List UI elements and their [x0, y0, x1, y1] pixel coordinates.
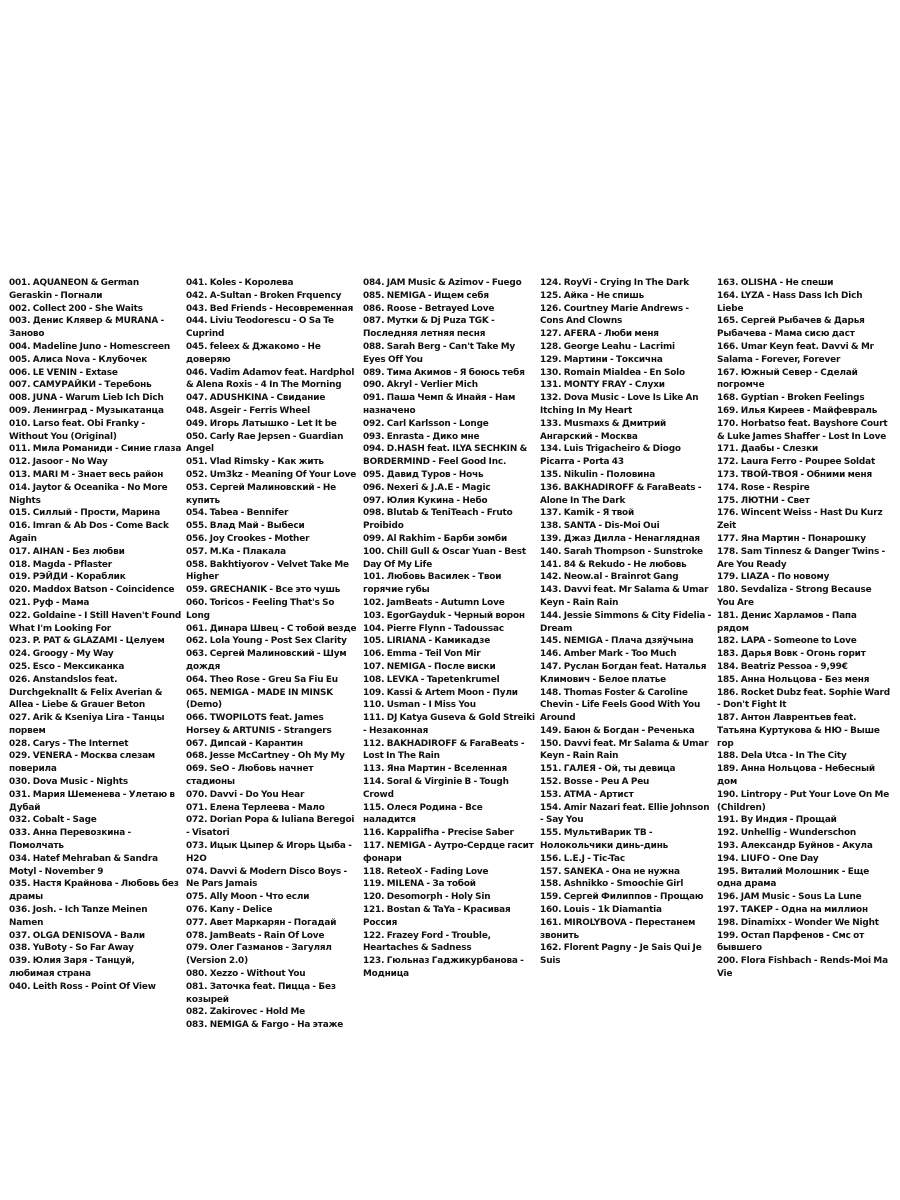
track-item: 062. Lola Young - Post Sex Clarity [186, 636, 347, 647]
track-item: 070. Davvi - Do You Hear [186, 789, 305, 800]
track-item: 161. MIROLYBOVA - Перестанем звонить [540, 917, 696, 941]
track-item: 042. A-Sultan - Broken Frquency [186, 290, 342, 301]
track-item: 126. Courtney Marie Andrews - Cons And Clowns [540, 303, 689, 327]
track-item: 139. Джаз Дилла - Ненаглядная [540, 533, 700, 544]
track-item: 045. feleex & Джакомо - Не доверяю [186, 341, 321, 365]
track-item: 020. Maddox Batson - Coincidence [9, 585, 175, 596]
track-item: 149. Баюн & Богдан - Реченька [540, 725, 695, 736]
tracklist-column-3 [363, 277, 536, 1032]
track-item: 095. Давид Туров - Ночь [363, 469, 484, 480]
track-item: 135. Nikulin - Половина [540, 469, 656, 480]
track-item: 066. TWOPILOTS feat. James Horsey & ARTUNIS - Strangers [186, 713, 332, 736]
track-item: 196. JAM Music - Sous La Lune [717, 892, 862, 903]
track-item: 121. Bostan & TaYa - Красивая Россия [363, 905, 511, 928]
track-item: 008. JUNA - Warum Lieb Ich Dich [9, 393, 164, 404]
track-item: 012. Jasoor - No Way [9, 457, 108, 468]
track-item: 036. Josh. - Ich Tanze Meinen Namen [9, 905, 148, 928]
track-item: 151. ГАЛЕЯ - Ой, ты девица [540, 764, 676, 775]
track-item: 021. Руф - Мама [9, 597, 90, 608]
track-item: 073. Ицык Цыпер & Игорь Цыба - Н2О [186, 841, 352, 864]
track-item: 044. Liviu Teodorescu - O Sa Te Cuprind [186, 316, 334, 340]
track-item: 059. GRECHANIK - Все это чушь [186, 585, 341, 596]
track-item: 038. YuBoty - So Far Away [9, 943, 134, 954]
track-item: 144. Jessie Simmons & City Fidelia - Dream [540, 610, 712, 634]
track-item: 088. Sarah Berg - Can't Take My Eyes Off You [363, 341, 516, 365]
track-item: 093. Enrasta - Дико мне [363, 431, 480, 442]
track-item: 109. Kassi & Artem Moon - Пули [363, 687, 518, 698]
track-item: 181. Денис Харламов - Папа рядом [717, 610, 857, 634]
track-item: 083. NEMIGA & Fargo - На этаже [186, 1020, 344, 1031]
track-item: 010. Larso feat. Obi Franky - Without You (Original) [9, 418, 145, 442]
track-item: 167. Южный Север - Сделай погромче [717, 367, 858, 391]
track-item: 197. ТАКЕР - Одна на миллион [717, 905, 868, 916]
track-item: 081. Заточка feat. Пицца - Без козырей [186, 981, 336, 1005]
track-item: 074. Davvi & Modern Disco Boys - Ne Pars Jamais [186, 866, 348, 890]
track-item: 016. Imran & Ab Dos - Come Back Again [9, 521, 169, 544]
track-item: 046. Vadim Adamov feat. Hardphol & Alena Roxis - 4 In The Morning [186, 367, 355, 391]
track-item: 079. Олег Газманов - Загулял (Version 2.0) [186, 943, 332, 967]
track-item: 050. Carly Rae Jepsen - Guardian Angel [186, 431, 344, 455]
track-item: 142. Neow.al - Brainrot Gang [540, 572, 679, 583]
track-item: 141. 84 & Rekudo - Не любовь [540, 559, 687, 570]
track-item: 110. Usman - I Miss You [363, 700, 476, 711]
track-item: 148. Thomas Foster & Caroline Chevin - Life Feels Good With You Around [540, 687, 701, 724]
track-item: 017. AIHAN - Без любви [9, 546, 125, 557]
track-item: 065. NEMIGA - MADE IN MINSK (Demo) [186, 687, 333, 711]
track-item: 026. Anstandslos feat. Durchgeknallt & Felix Averian & Allea - Liebe & Grauer Beton [9, 674, 163, 711]
track-item: 137. Kamik - Я твой [540, 508, 635, 519]
track-item: 190. Lintropy - Put Your Love On Me (Children) [717, 789, 890, 813]
track-item: 037. OLGA DENISOVA - Вали [9, 930, 146, 941]
track-item: 145. NEMIGA - Плача дзяўчына [540, 636, 694, 647]
track-item: 085. NEMIGA - Ищем себя [363, 290, 489, 301]
track-item: 071. Елена Терлеева - Мало [186, 802, 325, 813]
track-item: 113. Яна Мартин - Вселенная [363, 764, 508, 775]
track-item: 005. Алиса Nova - Клубочек [9, 354, 148, 365]
track-item: 060. Toricos - Feeling That's So Long [186, 597, 335, 621]
tracklist-column-5 [717, 277, 890, 1032]
track-item: 114. Soral & Virginie B - Tough Crowd [363, 777, 509, 800]
track-item: 194. LIUFO - One Day [717, 853, 819, 864]
track-item: 072. Dorian Popa & Iuliana Beregoi - Visatori [186, 815, 355, 839]
track-item: 048. Asgeir - Ferris Wheel [186, 405, 310, 416]
track-item: 034. Hatef Mehraban & Sandra Motyl - November 9 [9, 853, 158, 877]
track-item: 179. LIAZA - По новому [717, 572, 830, 583]
track-item: 171. Даабы - Слезки [717, 444, 819, 455]
track-item: 091. Паша Чемп & Инайя - Нам назначено [363, 393, 516, 416]
track-item: 061. Динара Швец - С тобой везде [186, 623, 357, 634]
track-item: 055. Влад Май - Выбеси [186, 521, 305, 532]
track-item: 057. M.Ka - Плакала [186, 546, 286, 557]
track-item: 176. Wincent Weiss - Hast Du Kurz Zeit [717, 508, 883, 532]
track-item: 134. Luis Trigacheiro & Diogo Picarra - Porta 43 [540, 444, 681, 468]
track-item: 025. Esco - Мексиканка [9, 661, 125, 672]
track-item: 097. Юлия Кукина - Небо [363, 495, 488, 506]
track-item: 173. ТВОЙ-ТВОЯ - Обними меня [717, 469, 873, 480]
track-item: 078. JamBeats - Rain Of Love [186, 930, 325, 941]
track-item: 100. Chill Gull & Oscar Yuan - Best Day Of My Life [363, 546, 527, 570]
track-item: 068. Jesse McCartney - Oh My My [186, 751, 345, 762]
track-item: 200. Flora Fishbach - Rends-Moi Ma Vie [717, 956, 888, 980]
track-item: 052. Um3kz - Meaning Of Your Love [186, 469, 357, 480]
track-item: 174. Rose - Respire [717, 482, 810, 493]
track-item: 154. Amir Nazari feat. Ellie Johnson - Say You [540, 802, 710, 826]
track-item: 053. Сергей Малиновский - Не купить [186, 482, 337, 506]
track-item: 075. Ally Moon - Что если [186, 892, 310, 903]
track-item: 193. Александр Буйнов - Акула [717, 841, 873, 852]
track-item: 018. Magda - Pflaster [9, 559, 113, 570]
track-item: 162. Florent Pagny - Je Sais Qui Je Suis [540, 943, 702, 967]
track-item: 003. Денис Клявер & MURANA - Заново [9, 316, 165, 340]
track-item: 177. Яна Мартин - Понарошку [717, 533, 866, 544]
track-item: 138. SANTA - Dis-Moi Oui [540, 521, 660, 532]
track-item: 006. LE VENIN - Extase [9, 367, 118, 378]
track-item: 051. Vlad Rimsky - Как жить [186, 457, 324, 468]
track-item: 030. Dova Music - Nights [9, 777, 128, 788]
track-item: 056. Joy Crookes - Mother [186, 533, 310, 544]
track-item: 169. Илья Киреев - Майфевраль [717, 405, 878, 416]
track-item: 146. Amber Mark - Too Much [540, 649, 677, 660]
track-item: 122. Frazey Ford - Trouble, Heartaches & Sadness [363, 930, 491, 954]
track-item: 166. Umar Keyn feat. Davvi & Mr Salama - Forever, Forever [717, 341, 874, 365]
track-item: 158. Ashnikko - Smoochie Girl [540, 879, 684, 890]
track-item: 195. Виталий Молошник - Еще одна драма [717, 866, 870, 890]
track-item: 108. LEVKA - Tapetenkrumel [363, 674, 500, 685]
track-item: 178. Sam Tinnesz & Danger Twins - Are You Ready [717, 546, 886, 570]
track-item: 041. Koles - Королева [186, 278, 294, 288]
track-item: 187. Антон Лаврентьев feat. Татьяна Куртукова & НЮ - Выше гор [717, 713, 880, 749]
track-item: 098. Blutab & TeniTeach - Fruto Proibido [363, 508, 513, 532]
track-item: 067. Дипсай - Карантин [186, 738, 303, 749]
track-item: 182. LAPA - Someone to Love [717, 636, 857, 647]
track-item: 101. Любовь Василек - Твои горячие губы [363, 572, 502, 596]
track-item: 130. Romain Mialdea - En Solo [540, 367, 685, 378]
track-item: 063. Сергей Малиновский - Шум дождя [186, 649, 347, 672]
track-item: 027. Arik & Kseniya Lira - Танцы порвем [9, 713, 165, 736]
track-item: 099. Al Rakhim - Барби зомби [363, 533, 508, 544]
track-item: 184. Beatriz Pessoa - 9,99€ [717, 661, 848, 672]
track-item: 172. Laura Ferro - Poupee Soldat [717, 457, 876, 468]
track-item: 082. Zakirovec - Hold Me [186, 1007, 306, 1018]
tracklist-column-2 [186, 277, 359, 1032]
track-item: 159. Сергей Филиппов - Прощаю [540, 892, 704, 903]
track-item: 089. Тима Акимов - Я боюсь тебя [363, 367, 525, 378]
track-item: 143. Davvi feat. Mr Salama & Umar Keyn - Rain Rain [540, 585, 709, 608]
track-item: 064. Theo Rose - Greu Sa Fiu Eu [186, 674, 338, 685]
track-item: 092. Carl Karlsson - Longe [363, 418, 489, 429]
track-item: 014. Jaytor & Oceanika - No More Nights [9, 482, 168, 506]
track-item: 147. Руслан Богдан feat. Наталья Климович - Белое платье [540, 661, 707, 685]
track-item: 156. L.E.J - Tic-Tac [540, 853, 626, 864]
track-item: 104. Pierre Flynn - Tadoussac [363, 623, 504, 634]
track-item: 019. РЭЙДИ - Кораблик [9, 572, 126, 583]
track-item: 189. Анна Нольцова - Небесный дом [717, 764, 875, 788]
track-item: 001. AQUANEON & German Geraskin - Погнали [9, 278, 140, 301]
track-item: 035. Настя Крайнова - Любовь без драмы [9, 879, 179, 903]
track-item: 192. Unhellig - Wunderschon [717, 828, 857, 839]
track-item: 032. Cobalt - Sage [9, 815, 97, 826]
track-item: 039. Юлия Заря - Танцуй, любимая страна [9, 956, 135, 980]
track-item: 191. Ву Индия - Прощай [717, 815, 837, 826]
track-item: 047. ADUSHKINA - Свидание [186, 393, 326, 404]
track-item: 119. MILENA - За тобой [363, 879, 476, 890]
track-item: 087. Мутки & Dj Puza TGK - Последняя летняя песня [363, 316, 495, 340]
track-item: 102. JamBeats - Autumn Love [363, 597, 505, 608]
track-item: 015. Силлый - Прости, Марина [9, 508, 161, 519]
track-item: 132. Dova Music - Love Is Like An Itching In My Heart [540, 393, 699, 416]
track-item: 152. Bosse - Peu A Peu [540, 777, 650, 788]
tracklist-column-4 [540, 277, 713, 1032]
track-item: 031. Мария Шеменева - Улетаю в Дубай [9, 789, 175, 813]
track-item: 129. Мартини - Токсична [540, 354, 663, 365]
track-item: 150. Davvi feat. Mr Salama & Umar Keyn - Rain Rain [540, 738, 709, 762]
track-item: 188. Dela Utca - In The City [717, 751, 847, 762]
track-item: 004. Madeline Juno - Homescreen [9, 341, 171, 352]
track-item: 107. NEMIGA - После виски [363, 661, 496, 672]
track-item: 131. MONTY FRAY - Слухи [540, 380, 665, 391]
track-item: 040. Leith Ross - Point Of View [9, 981, 156, 992]
track-item: 163. OLISHA - Не спеши [717, 278, 834, 288]
track-item: 058. Bakhtiyorov - Velvet Take Me Higher [186, 559, 349, 583]
track-item: 077. Авет Маркарян - Погадай [186, 917, 337, 928]
track-item: 198. Dinamixx - Wonder We Night [717, 917, 879, 928]
track-item: 115. Олеся Родина - Все наладится [363, 802, 483, 826]
track-item: 013. MARI M - Знает весь район [9, 469, 164, 480]
track-item: 116. Kappalifha - Precise Saber [363, 828, 514, 839]
track-item: 029. VENERA - Москва слезам поверила [9, 751, 156, 775]
track-item: 136. BAKHADIROFF & FaraBeats - Alone In The Dark [540, 482, 702, 506]
track-item: 124. RoyVi - Crying In The Dark [540, 278, 689, 288]
track-item: 106. Emma - Teil Von Mir [363, 649, 481, 660]
track-item: 120. Desomorph - Holy Sin [363, 892, 491, 903]
track-item: 153. ATMA - Артист [540, 789, 634, 800]
track-item: 128. George Leahu - Lacrimi [540, 341, 675, 352]
track-item: 123. Гюльназ Гаджикурбанова - Модница [363, 956, 524, 980]
track-item: 043. Bed Friends - Несовременная [186, 303, 354, 314]
track-item: 096. Nexeri & J.A.E - Magic [363, 482, 491, 493]
track-item: 170. Horbatso feat. Bayshore Court & Luke James Shaffer - Lost In Love [717, 418, 888, 442]
track-item: 183. Дарья Вовк - Огонь горит [717, 649, 866, 660]
track-item: 112. BAKHADIROFF & FaraBeats - Lost In The Rain [363, 738, 525, 762]
track-item: 094. D.HASH feat. ILYA SECHKIN & BORDERMIND - Feel Good Inc. [363, 444, 528, 468]
track-item: 175. ЛЮТНИ - Свет [717, 495, 810, 506]
track-item: 117. NEMIGA - Аутро-Сердце гасит фонари [363, 841, 534, 864]
track-item: 185. Анна Нольцова - Без меня [717, 674, 870, 685]
track-item: 033. Анна Перевозкина - Помолчать [9, 828, 132, 852]
track-item: 076. Kany - Delice [186, 905, 273, 916]
track-item: 069. SeO - Любовь начнет стадионы [186, 764, 314, 788]
track-item: 127. AFERA - Люби меня [540, 329, 659, 340]
track-item: 133. Musmaxs & Дмитрий Ангарский - Москва [540, 418, 667, 442]
track-item: 022. Goldaine - I Still Haven't Found What I'm Looking For [9, 610, 182, 634]
track-item: 028. Carys - The Internet [9, 738, 129, 749]
track-item: 164. LYZA - Hass Dass Ich Dich Liebe [717, 290, 863, 314]
track-item: 160. Louis - 1k Diamantia [540, 905, 662, 916]
track-item: 090. Akryl - Verlier Mich [363, 380, 478, 391]
track-item: 080. Xezzo - Without You [186, 969, 306, 980]
track-item: 111. DJ Katya Guseva & Gold Streiki - Незаконная [363, 713, 535, 736]
track-item: 125. Айка - Не спишь [540, 290, 645, 301]
track-item: 118. ReteoX - Fading Love [363, 866, 489, 877]
track-item: 155. МультиВарик ТВ - Нолокольчики динь-динь [540, 828, 669, 852]
tracklist [9, 277, 891, 1032]
track-item: 180. Sevdaliza - Strong Because You Are [717, 585, 872, 608]
track-item: 199. Остап Парфенов - Смс от бывшего [717, 930, 865, 954]
track-item: 105. LIRIANA - Камикадзе [363, 636, 491, 647]
track-item: 084. JAM Music & Azimov - Fuego [363, 278, 522, 288]
track-item: 011. Мила Романиди - Синие глаза [9, 444, 182, 455]
track-item: 186. Rocket Dubz feat. Sophie Ward - Don't Fight It [717, 687, 890, 711]
track-item: 168. Gyptian - Broken Feelings [717, 393, 865, 404]
track-item: 157. SANEKA - Она не нужна [540, 866, 680, 877]
track-item: 002. Collect 200 - She Waits [9, 303, 143, 314]
track-item: 103. EgorGayduk - Черный ворон [363, 610, 525, 621]
track-item: 086. Roose - Betrayed Love [363, 303, 495, 314]
track-item: 009. Ленинград - Музыкатанца [9, 405, 164, 416]
track-item: 054. Tabea - Bennifer [186, 508, 289, 519]
track-item: 007. САМУРАЙКИ - Теребонь [9, 380, 152, 391]
track-item: 024. Groogy - My Way [9, 649, 114, 660]
track-item: 049. Игорь Латышко - Let It be [186, 418, 337, 429]
tracklist-column-1 [9, 277, 182, 1032]
track-item: 023. P. PAT & GLAZAMI - Целуем [9, 636, 165, 647]
track-item: 140. Sarah Thompson - Sunstroke [540, 546, 703, 557]
track-item: 165. Сергей Рыбачев & Дарья Рыбачева - Мама сисю даст [717, 316, 865, 340]
